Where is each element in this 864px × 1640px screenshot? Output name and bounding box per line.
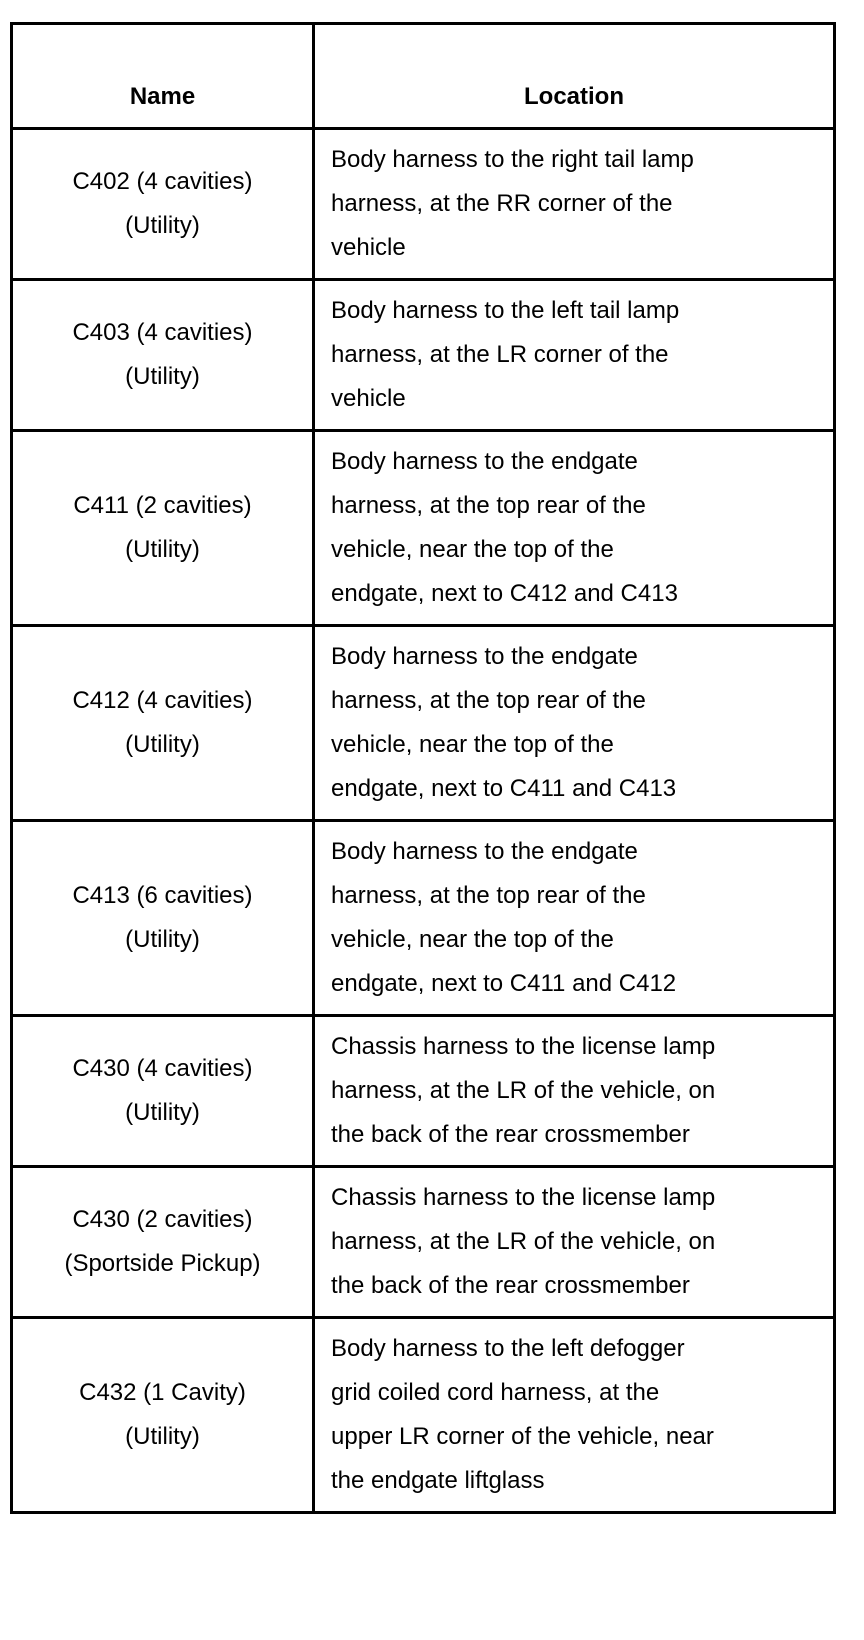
location-line: Body harness to the endgate xyxy=(331,643,638,670)
connector-name: C403 (4 cavities) xyxy=(72,319,253,346)
connector-variant: (Utility) xyxy=(125,363,200,390)
location-line: Body harness to the endgate xyxy=(331,448,638,475)
connector-variant: (Utility) xyxy=(125,926,200,953)
table-row xyxy=(12,1318,835,1513)
header-row xyxy=(12,24,835,129)
location-line: harness, at the top rear of the xyxy=(331,882,646,909)
connector-location-cell xyxy=(314,1167,835,1318)
location-line: upper LR corner of the vehicle, near xyxy=(331,1423,714,1450)
connector-name-cell xyxy=(12,129,314,280)
connector-location-cell xyxy=(314,1016,835,1167)
location-line: vehicle xyxy=(331,234,406,261)
connector-location-cell xyxy=(314,129,835,280)
location-line: Body harness to the right tail lamp xyxy=(331,146,694,173)
location-line: harness, at the RR corner of the xyxy=(331,190,673,217)
connector-name-cell xyxy=(12,1318,314,1513)
table-row xyxy=(12,280,835,431)
connector-variant: (Utility) xyxy=(125,536,200,563)
location-line: Body harness to the left defogger xyxy=(331,1335,685,1362)
connector-variant: (Utility) xyxy=(125,212,200,239)
location-line: endgate, next to C412 and C413 xyxy=(331,580,678,607)
connector-variant: (Sportside Pickup) xyxy=(64,1250,261,1277)
connector-name-cell xyxy=(12,431,314,626)
location-line: harness, at the LR of the vehicle, on xyxy=(331,1077,716,1104)
location-line: harness, at the LR of the vehicle, on xyxy=(331,1228,716,1255)
connector-name-cell xyxy=(12,280,314,431)
table-row xyxy=(12,821,835,1016)
location-line: the endgate liftglass xyxy=(331,1467,545,1494)
table-body xyxy=(12,129,835,1513)
location-line: endgate, next to C411 and C413 xyxy=(331,775,677,802)
location-line: harness, at the LR corner of the xyxy=(331,341,669,368)
connector-variant: (Utility) xyxy=(125,731,200,758)
location-line: vehicle, near the top of the xyxy=(331,926,614,953)
connector-name: C430 (4 cavities) xyxy=(72,1055,253,1082)
location-line: Body harness to the left tail lamp xyxy=(331,297,680,324)
location-line: harness, at the top rear of the xyxy=(331,492,646,519)
connector-variant: (Utility) xyxy=(125,1099,200,1126)
connector-name: C411 (2 cavities) xyxy=(73,492,252,519)
connector-variant: (Utility) xyxy=(125,1423,200,1450)
connector-name: C412 (4 cavities) xyxy=(72,687,253,714)
location-line: the back of the rear crossmember xyxy=(331,1121,690,1148)
connector-name: C413 (6 cavities) xyxy=(72,882,253,909)
name-column-header: Name xyxy=(12,24,314,129)
table-header xyxy=(12,24,835,129)
location-line: Body harness to the endgate xyxy=(331,838,638,865)
table-row xyxy=(12,1167,835,1318)
location-line: Chassis harness to the license lamp xyxy=(331,1184,716,1211)
table-row xyxy=(12,431,835,626)
table-row xyxy=(12,1016,835,1167)
location-line: the back of the rear crossmember xyxy=(331,1272,690,1299)
location-column-header: Location xyxy=(314,24,835,129)
connector-location-table xyxy=(10,22,836,1514)
table-row xyxy=(12,626,835,821)
location-line: harness, at the top rear of the xyxy=(331,687,646,714)
connector-name-cell xyxy=(12,821,314,1016)
connector-location-cell xyxy=(314,280,835,431)
connector-location-cell xyxy=(314,1318,835,1513)
connector-name-cell xyxy=(12,1016,314,1167)
location-line: vehicle xyxy=(331,385,406,412)
connector-name-cell xyxy=(12,1167,314,1318)
connector-name: C402 (4 cavities) xyxy=(72,168,253,195)
location-line: vehicle, near the top of the xyxy=(331,536,614,563)
connector-location-cell xyxy=(314,821,835,1016)
location-line: vehicle, near the top of the xyxy=(331,731,614,758)
connector-name: C432 (1 Cavity) xyxy=(79,1379,246,1406)
connector-location-cell xyxy=(314,626,835,821)
location-line: Chassis harness to the license lamp xyxy=(331,1033,716,1060)
connector-name: C430 (2 cavities) xyxy=(72,1206,253,1233)
location-line: grid coiled cord harness, at the xyxy=(331,1379,660,1406)
location-line: endgate, next to C411 and C412 xyxy=(331,970,677,997)
connector-location-cell xyxy=(314,431,835,626)
connector-name-cell xyxy=(12,626,314,821)
table-row xyxy=(12,129,835,280)
